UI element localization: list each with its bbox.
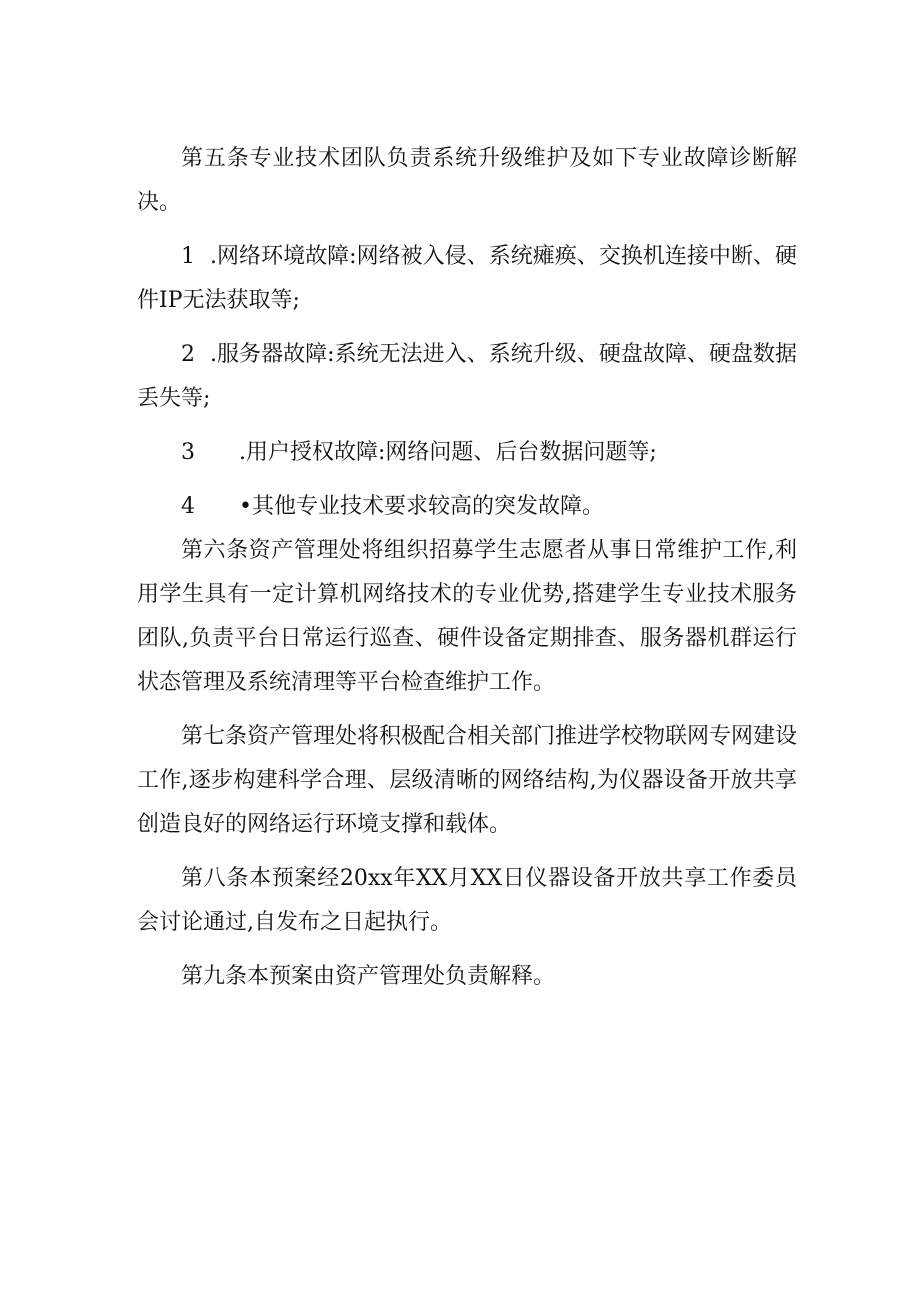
article-5-item-4: [137, 485, 797, 529]
document-body: [137, 137, 797, 999]
item-number: 2: [181, 342, 195, 367]
article-5-item-2: [137, 333, 797, 421]
article-5-item-3: [137, 431, 797, 475]
article-8: 第八条本预案经20xx年XX月XX日仪器设备开放共享工作委员会讨论通过,自发布之日起执行。: [137, 866, 797, 935]
item-number: 1: [181, 244, 195, 269]
article-7: 第七条资产管理处将积极配合相关部门推进学校物联网专网建设工作,逐步构建科学合理、层级清晰的网络结构,为仪器设备开放共享创造良好的网络运行环境支撑和载体。: [137, 724, 798, 837]
article-5-intro: 第五条专业技术团队负责系统升级维护及如下专业故障诊断解决。: [137, 146, 797, 215]
item-text: .用户授权故障:网络问题、后台数据问题等;: [239, 440, 657, 465]
article-6: 第六条资产管理处将组织招募学生志愿者从事日常维护工作,利用学生具有一定计算机网络技术的专业优势,搭建学生专业技术服务团队,负责平台日常运行巡查、硬件设备定期排查、服务器机群运行状态管理及系统清理等平台检查维护工作。: [137, 538, 797, 695]
article-9: 第九条本预案由资产管理处负责解释。: [181, 964, 556, 989]
article-5-item-1: [137, 235, 797, 323]
item-text: .网络环境故障:网络被入侵、系统瘫痪、交换机连接中断、硬件IP无法获取等;: [137, 244, 797, 313]
item-text: •其他专业技术要求较高的突发故障。: [239, 494, 604, 519]
item-text: .服务器故障:系统无法进入、系统升级、硬盘故障、硬盘数据丢失等;: [137, 342, 797, 411]
item-number: 4: [181, 494, 195, 519]
item-number: 3: [181, 440, 195, 465]
